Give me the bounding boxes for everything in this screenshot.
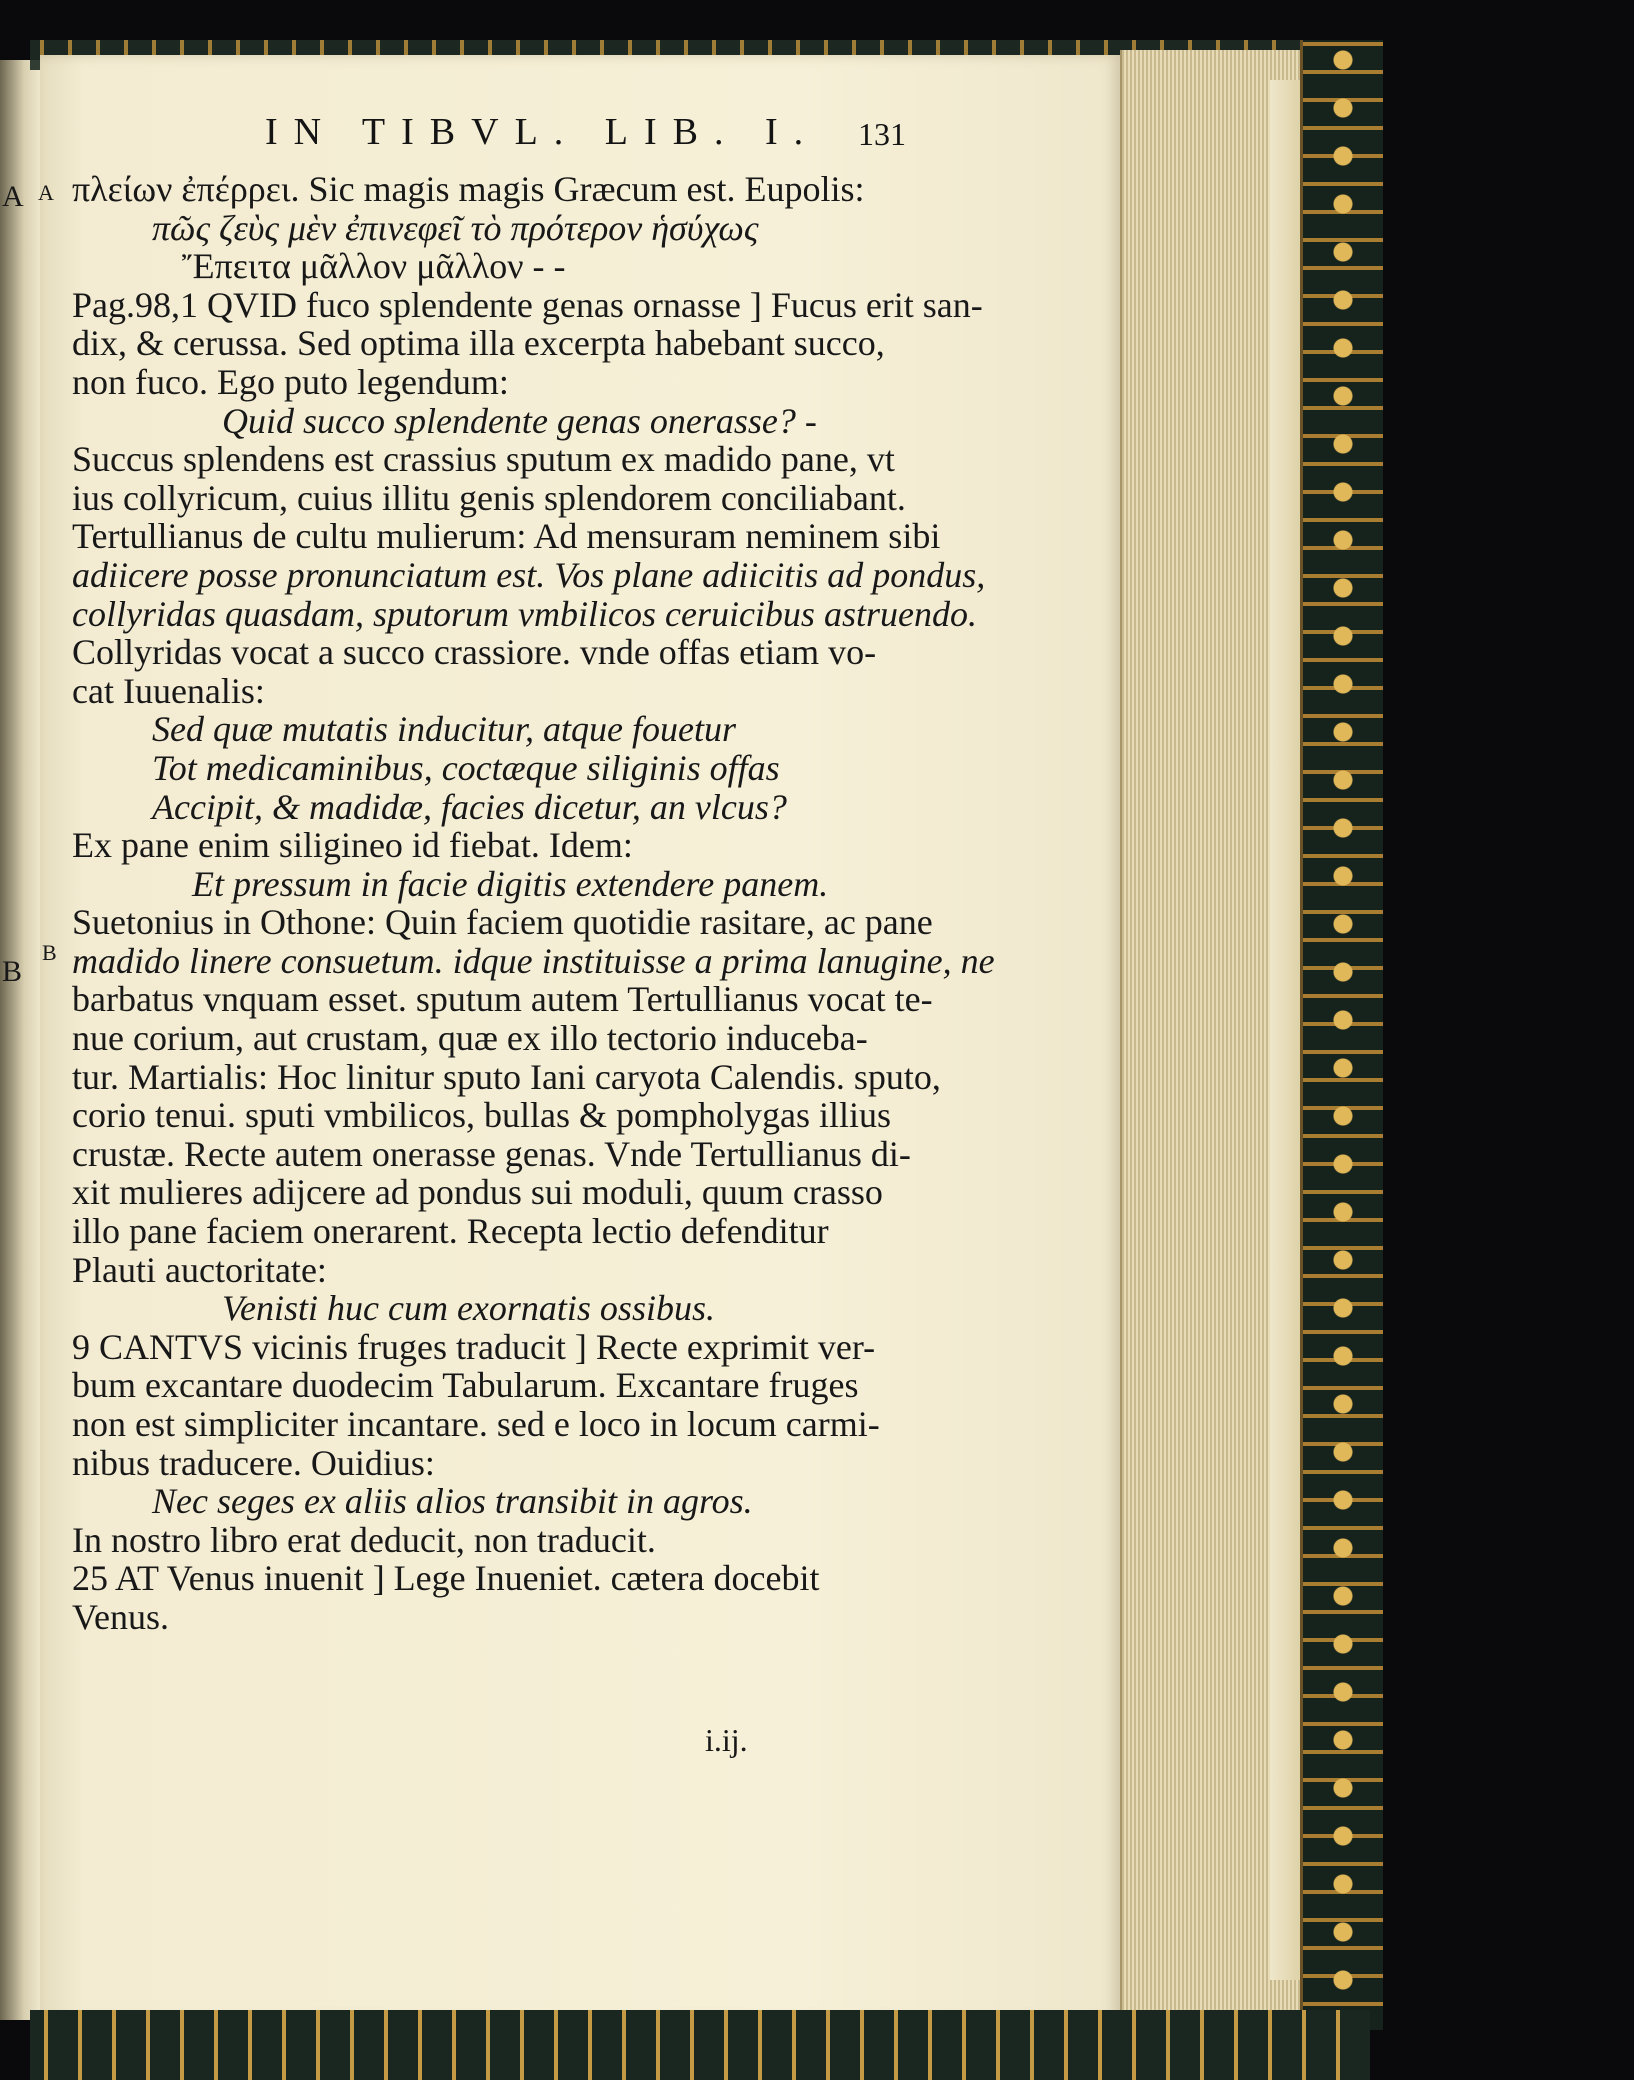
binding-ornament-bottom [30, 2010, 1370, 2080]
body-text [72, 169, 995, 1637]
text-line: tur. Martialis: Hoc linitur sputo Iani caryota Calendis. sputo, [72, 1056, 941, 1097]
facing-margin-letter-a: A [2, 180, 24, 213]
text-line: 9 CANTVS vicinis fruges traducit ] Recte exprimit ver- [72, 1326, 876, 1367]
text-line: Collyridas vocat a succo crassiore. vnde offas etiam vo- [72, 632, 877, 673]
text-line: madido linere consuetum. idque instituisse a prima lanugine, ne [72, 940, 995, 981]
text-line: 25 AT Venus inuenit ] Lege Inueniet. cætera docebit [72, 1558, 820, 1599]
text-line: barbatus vnquam esset. sputum autem Tertullianus vocat te- [72, 979, 933, 1020]
text-line: non fuco. Ego puto legendum: [72, 361, 509, 402]
text-line: cat Iuuenalis: [72, 670, 265, 711]
text-line: Nec seges ex aliis alios transibit in agros. [152, 1481, 753, 1522]
text-line: Et pressum in facie digitis extendere panem. [192, 863, 829, 904]
text-line: Quid succo splendente genas onerasse? - [222, 400, 817, 441]
margin-letter-a: A [38, 180, 54, 205]
text-line: Suetonius in Othone: Quin faciem quotidie rasitare, ac pane [72, 902, 933, 943]
text-line: xit mulieres adijcere ad pondus sui moduli, quum crasso [72, 1172, 883, 1213]
signature-mark: i.ij. [705, 1722, 748, 1758]
text-line: illo pane faciem onerarent. Recepta lectio defenditur [72, 1211, 829, 1252]
text-line: crustæ. Recte autem onerasse genas. Vnde Tertullianus di- [72, 1133, 911, 1174]
text-line: Venus. [72, 1596, 169, 1637]
page-block-edge [1270, 80, 1300, 1980]
facing-page-edge [0, 60, 40, 2020]
running-head: IN TIBVL. LIB. I. [265, 111, 820, 153]
text-line: Tot medicaminibus, coctæque siliginis offas [152, 747, 780, 788]
text-line: collyridas quasdam, sputorum vmbilicos ceruicibus astruendo. [72, 593, 977, 634]
text-line: πῶς ζεὺς μὲν ἐπινεφεῖ τὸ πρότερον ἡσύχως [152, 207, 759, 248]
text-line: Tertullianus de cultu mulierum: Ad mensuram neminem sibi [72, 516, 941, 557]
folio-number: 131 [858, 116, 906, 152]
margin-letter-b: B [42, 940, 57, 965]
text-line: Venisti huc cum exornatis ossibus. [222, 1288, 715, 1329]
text-line: Ex pane enim siligineo id fiebat. Idem: [72, 825, 633, 866]
text-line: Accipit, & madidæ, facies dicetur, an vlcus? [152, 786, 787, 827]
text-line: bum excantare duodecim Tabularum. Excantare fruges [72, 1365, 859, 1406]
text-line: Sed quæ mutatis inducitur, atque fouetur [152, 709, 736, 750]
text-line: corio tenui. sputi vmbilicos, bullas & pompholygas illius [72, 1095, 891, 1136]
text-line: nibus traducere. Ouidius: [72, 1442, 435, 1483]
text-line: πλείων ἐπέρρει. Sic magis magis Græcum est. Eupolis: [72, 169, 865, 209]
text-line: ius collyricum, cuius illitu genis splendorem conciliabant. [72, 477, 906, 518]
text-line: nue corium, aut crustam, quæ ex illo tectorio induceba- [72, 1018, 868, 1059]
text-line: Pag.98,1 QVID fuco splendente genas ornasse ] Fucus erit san- [72, 284, 983, 325]
text-line: Plauti auctoritate: [72, 1249, 327, 1290]
text-line: adiicere posse pronunciatum est. Vos plane adiicitis ad pondus, [72, 554, 986, 595]
text-line: Ἔπειτα μᾶλλον μᾶλλον - - [182, 246, 566, 287]
text-line: non est simpliciter incantare. sed e loco in locum carmi- [72, 1404, 880, 1444]
text-line: Succus splendens est crassius sputum ex madido pane, vt [72, 439, 895, 480]
text-line: dix, & cerussa. Sed optima illa excerpta habebant succo, [72, 323, 885, 364]
binding-ornament-side [1300, 40, 1383, 2030]
text-line: In nostro libro erat deducit, non traducit. [72, 1519, 656, 1560]
facing-margin-letter-b: B [2, 955, 23, 988]
